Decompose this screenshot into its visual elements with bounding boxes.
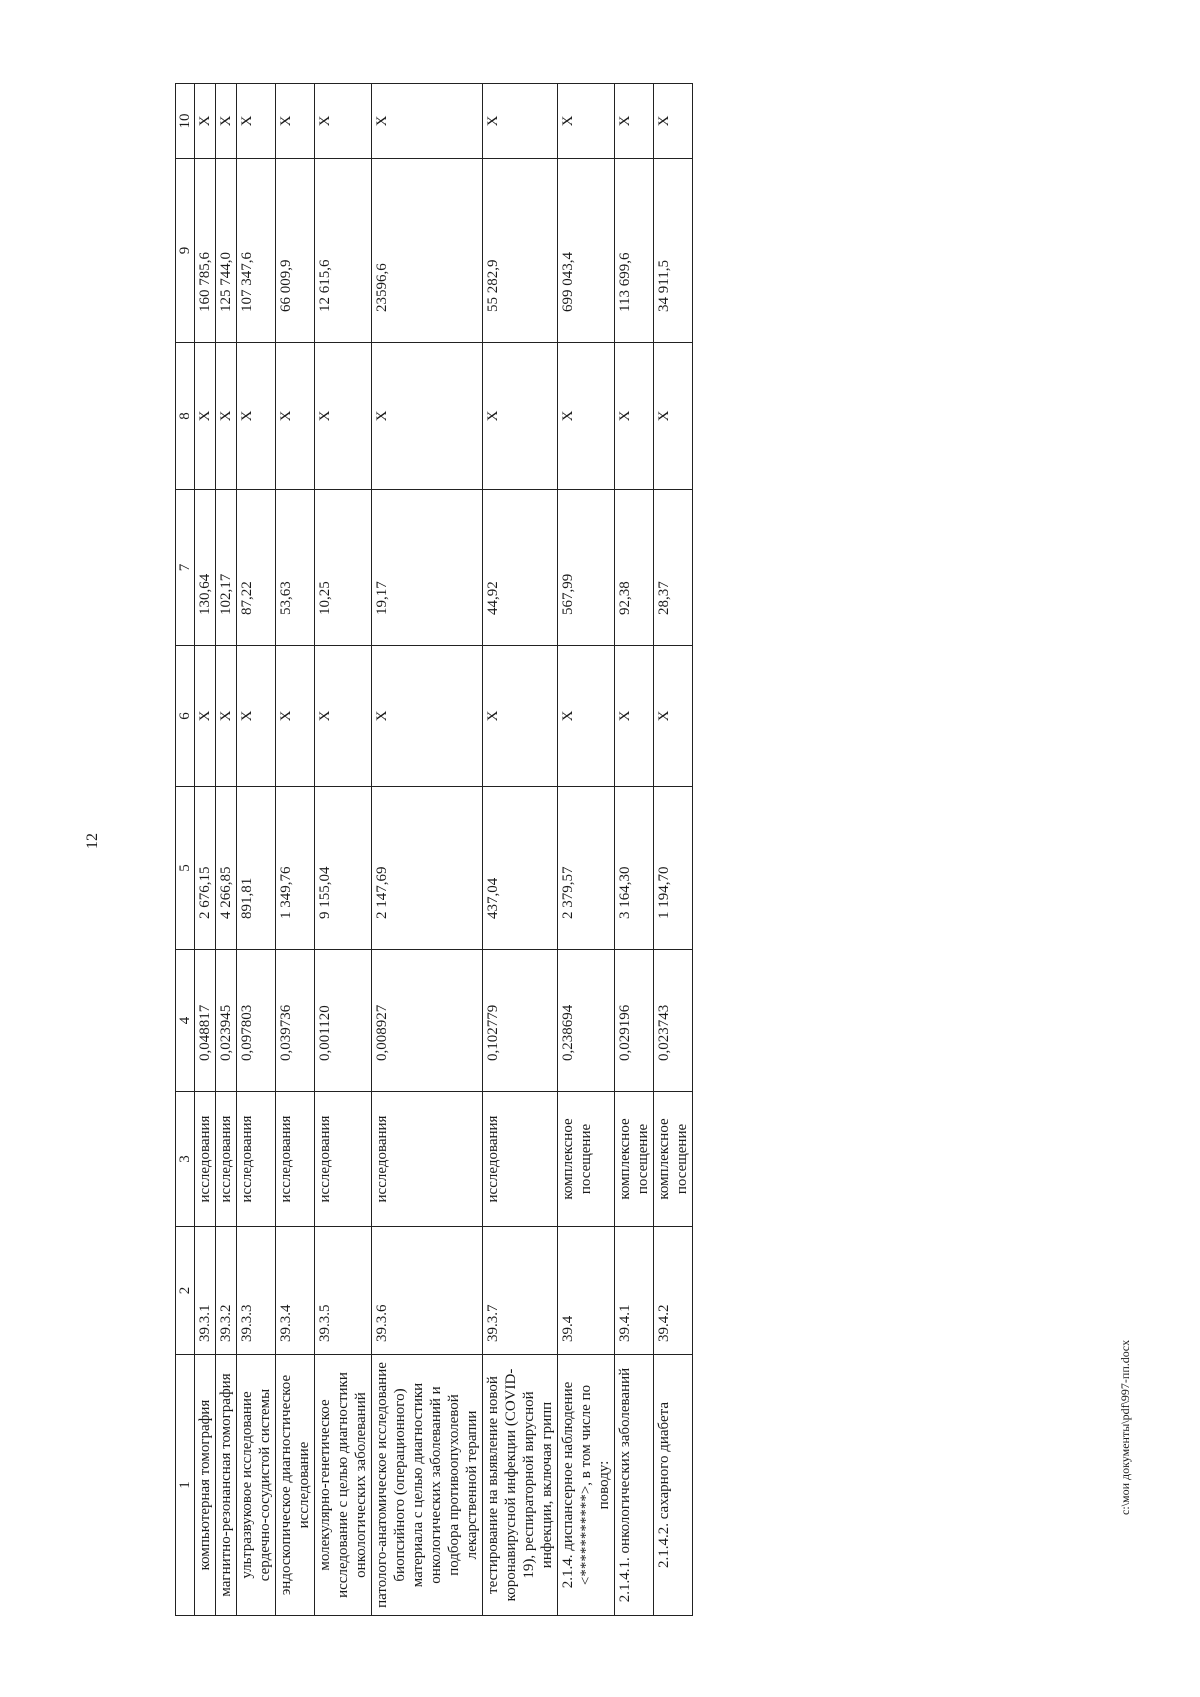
table-cell-col-2: 39.4.1 <box>615 1227 654 1355</box>
table-cell-col-4: 0,001120 <box>315 950 372 1092</box>
table-cell-col-2: 39.3.6 <box>372 1227 483 1355</box>
table-cell-col-2: 39.4.2 <box>654 1227 693 1355</box>
table-cell-col-1: патолого-анатомическое исследование биопсийного (операционного) материала с целью диагностики онкологических заболеваний и подбора противоопухолевой лекарственной терапии <box>372 1355 483 1616</box>
table-cell-col-7: 28,37 <box>654 490 693 646</box>
table-cell-col-3: исследования <box>276 1092 315 1227</box>
table-cell-col-4: 0,102779 <box>483 950 558 1092</box>
table-cell-col-9: 107 347,6 <box>237 159 276 343</box>
table-cell-col-2: 39.3.4 <box>276 1227 315 1355</box>
table-header-row <box>176 84 195 1616</box>
data-table <box>175 83 693 1616</box>
table-cell-col-5: 891,81 <box>237 787 276 950</box>
table-cell-col-10: Х <box>237 84 276 159</box>
table-cell-col-6: Х <box>276 646 315 787</box>
table-cell-col-6: Х <box>237 646 276 787</box>
table-cell-col-2: 39.3.2 <box>216 1227 237 1355</box>
table-cell-col-9: 125 744,0 <box>216 159 237 343</box>
table-cell-col-3: исследования <box>216 1092 237 1227</box>
table-cell-col-1: 2.1.4.2. сахарного диабета <box>654 1355 693 1616</box>
table-cell-col-1: 2.1.4. диспансерное наблюдение <***********>, в том числе по поводу: <box>558 1355 615 1616</box>
table-cell-col-4: 0,039736 <box>276 950 315 1092</box>
table-cell-col-10: Х <box>315 84 372 159</box>
header-cell: 8 <box>176 343 195 490</box>
footer-file-path: c:\мои документы\pdf\997-пп.docx <box>1118 1339 1132 1515</box>
table-cell-col-4: 0,097803 <box>237 950 276 1092</box>
table-cell-col-6: Х <box>558 646 615 787</box>
table-cell-col-1: тестирование на выявление новой коронавирусной инфекции (COVID-19), респираторной вирусной инфекции, включая грипп <box>483 1355 558 1616</box>
header-cell: 2 <box>176 1227 195 1355</box>
table-cell-col-4: 0,238694 <box>558 950 615 1092</box>
table-cell-col-8: Х <box>654 343 693 490</box>
table-cell-col-7: 44,92 <box>483 490 558 646</box>
table-cell-col-9: 160 785,6 <box>195 159 216 343</box>
table-cell-col-7: 567,99 <box>558 490 615 646</box>
table-cell-col-4: 0,023743 <box>654 950 693 1092</box>
table-cell-col-9: 34 911,5 <box>654 159 693 343</box>
table-cell-col-7: 53,63 <box>276 490 315 646</box>
header-cell: 9 <box>176 159 195 343</box>
table-cell-col-2: 39.3.7 <box>483 1227 558 1355</box>
table-cell-col-3: исследования <box>237 1092 276 1227</box>
table-cell-col-3: исследования <box>195 1092 216 1227</box>
header-cell: 3 <box>176 1092 195 1227</box>
table-cell-col-8: Х <box>237 343 276 490</box>
table-cell-col-1: эндоскопическое диагностическое исследование <box>276 1355 315 1616</box>
table-cell-col-1: молекулярно-генетическое исследование с целью диагностики онкологических заболеваний <box>315 1355 372 1616</box>
table-row <box>195 84 216 1616</box>
table-cell-col-9: 12 615,6 <box>315 159 372 343</box>
table-cell-col-6: Х <box>216 646 237 787</box>
table-row <box>558 84 615 1616</box>
table-cell-col-10: Х <box>558 84 615 159</box>
table-cell-col-8: Х <box>276 343 315 490</box>
table-cell-col-8: Х <box>558 343 615 490</box>
table-cell-col-8: Х <box>372 343 483 490</box>
table-cell-col-3: исследования <box>315 1092 372 1227</box>
table-row <box>372 84 483 1616</box>
table-cell-col-5: 9 155,04 <box>315 787 372 950</box>
table-cell-col-8: Х <box>483 343 558 490</box>
table-cell-col-6: Х <box>372 646 483 787</box>
table-cell-col-6: Х <box>654 646 693 787</box>
table-cell-col-8: Х <box>195 343 216 490</box>
table-cell-col-7: 87,22 <box>237 490 276 646</box>
table-cell-col-5: 2 379,57 <box>558 787 615 950</box>
table-row <box>216 84 237 1616</box>
table-cell-col-6: Х <box>195 646 216 787</box>
table-cell-col-5: 1 349,76 <box>276 787 315 950</box>
table-cell-col-10: Х <box>372 84 483 159</box>
table-cell-col-5: 2 676,15 <box>195 787 216 950</box>
table-cell-col-10: Х <box>276 84 315 159</box>
table-cell-col-3: исследования <box>483 1092 558 1227</box>
table-cell-col-10: Х <box>483 84 558 159</box>
table-cell-col-8: Х <box>315 343 372 490</box>
table-cell-col-3: комплексное посещение <box>558 1092 615 1227</box>
table-row <box>654 84 693 1616</box>
table-cell-col-3: исследования <box>372 1092 483 1227</box>
table-row <box>483 84 558 1616</box>
table-cell-col-2: 39.3.1 <box>195 1227 216 1355</box>
table-cell-col-4: 0,029196 <box>615 950 654 1092</box>
table-cell-col-7: 102,17 <box>216 490 237 646</box>
table-cell-col-9: 66 009,9 <box>276 159 315 343</box>
table-row <box>615 84 654 1616</box>
table-cell-col-5: 1 194,70 <box>654 787 693 950</box>
table-cell-col-7: 19,17 <box>372 490 483 646</box>
table-row <box>315 84 372 1616</box>
table-row <box>276 84 315 1616</box>
header-cell: 4 <box>176 950 195 1092</box>
header-cell: 1 <box>176 1355 195 1616</box>
header-cell: 6 <box>176 646 195 787</box>
table-cell-col-6: Х <box>615 646 654 787</box>
table-cell-col-5: 3 164,30 <box>615 787 654 950</box>
table-cell-col-1: ультразвуковое исследование сердечно-сосудистой системы <box>237 1355 276 1616</box>
table-cell-col-2: 39.4 <box>558 1227 615 1355</box>
table-cell-col-6: Х <box>315 646 372 787</box>
table-cell-col-5: 2 147,69 <box>372 787 483 950</box>
table-cell-col-9: 699 043,4 <box>558 159 615 343</box>
table-body <box>176 84 693 1616</box>
table-cell-col-1: компьютерная томография <box>195 1355 216 1616</box>
table-cell-col-9: 113 699,6 <box>615 159 654 343</box>
table-cell-col-1: магнитно-резонансная томография <box>216 1355 237 1616</box>
table-cell-col-10: Х <box>216 84 237 159</box>
table-cell-col-7: 130,64 <box>195 490 216 646</box>
table-cell-col-8: Х <box>216 343 237 490</box>
table-cell-col-1: 2.1.4.1. онкологических заболеваний <box>615 1355 654 1616</box>
table-row <box>237 84 276 1616</box>
table-cell-col-10: Х <box>654 84 693 159</box>
table-cell-col-10: Х <box>195 84 216 159</box>
table-cell-col-4: 0,023945 <box>216 950 237 1092</box>
table-cell-col-2: 39.3.5 <box>315 1227 372 1355</box>
table-cell-col-8: Х <box>615 343 654 490</box>
table-cell-col-9: 23596,6 <box>372 159 483 343</box>
header-cell: 7 <box>176 490 195 646</box>
table-cell-col-10: Х <box>615 84 654 159</box>
table-cell-col-6: Х <box>483 646 558 787</box>
table-cell-col-4: 0,048817 <box>195 950 216 1092</box>
header-cell: 5 <box>176 787 195 950</box>
table-cell-col-5: 4 266,85 <box>216 787 237 950</box>
table-cell-col-7: 10,25 <box>315 490 372 646</box>
header-cell: 10 <box>176 84 195 159</box>
page-number: 12 <box>84 833 101 849</box>
table-cell-col-9: 55 282,9 <box>483 159 558 343</box>
table-cell-col-3: комплексное посещение <box>615 1092 654 1227</box>
table-cell-col-5: 437,04 <box>483 787 558 950</box>
table-cell-col-4: 0,008927 <box>372 950 483 1092</box>
table-cell-col-7: 92,38 <box>615 490 654 646</box>
table-cell-col-3: комплексное посещение <box>654 1092 693 1227</box>
table-cell-col-2: 39.3.3 <box>237 1227 276 1355</box>
